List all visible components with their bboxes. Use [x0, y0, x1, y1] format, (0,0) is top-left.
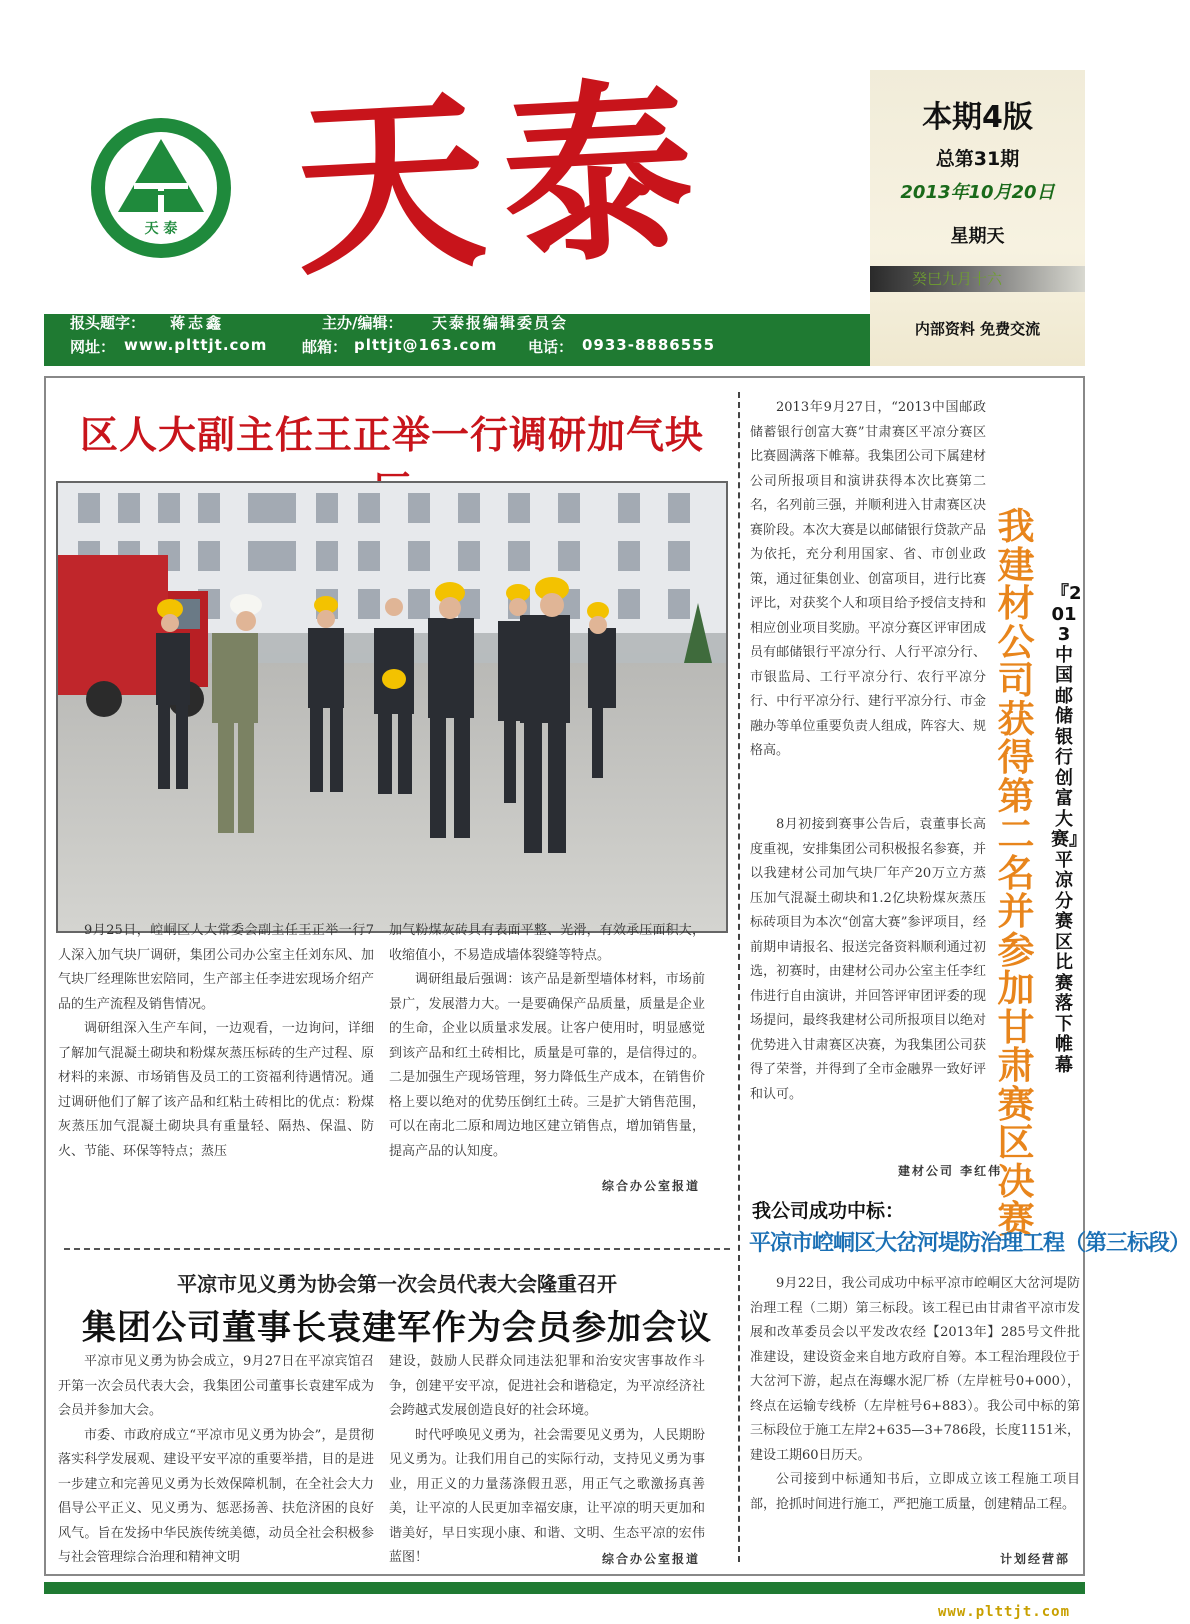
article2-byline: 综合办公室报道: [602, 1552, 701, 1566]
article1-col2-para: 调研组最后强调：该产品是新型墙体材料，市场前景广，发展潜力大。一是要确保产品质量，质量是企业的生命，企业以质量求发展。让客户使用时，明显感觉到该产品和红土砖相比，质量是可靠的，是信得过的。二是加强生产现场管理，努力降低生产成本，在销售价格上要以绝对的优势压倒红土砖。三是扩大销售范围，可以在南北二原和周边地区建立销售点，增加销售量，提高产品的认知度。: [389, 972, 705, 1159]
website-link[interactable]: www.plttjt.com: [124, 336, 268, 354]
masthead-info-bar: [44, 314, 870, 366]
article3-headline: 我建材公司获得第二名并参加甘肃赛区决赛: [997, 505, 1035, 1241]
website-label: 网址：: [70, 338, 116, 356]
host-value: 天泰报编辑委员会: [432, 314, 569, 332]
logo-text: 天 泰: [144, 221, 178, 237]
lunar-date: 癸巳九月十六: [912, 270, 1003, 288]
email-link[interactable]: plttjt@163.com: [354, 336, 498, 354]
article1-byline: 综合办公室报道: [602, 1179, 701, 1193]
article4-kicker: 我公司成功中标：: [752, 1200, 905, 1222]
article4-para: 9月22日，我公司成功中标平凉市崆峒区大岔河堤防治理工程（二期）第三标段。该工程已由甘肃省平凉市发展和改革委员会以平发改农经【2013年】285号文件批准建设，建设资金来自地方政府自筹。本工程治理段位于大岔河下游，起点在海螺水泥厂桥（左岸桩号0+000），终点在运输专线桥（左岸桩号6+883）。我公司中标的第三标段位于施工左岸2+635—3+786段，长度1151米，建设工期60日历天。: [750, 1276, 1080, 1463]
article3-para: 8月初接到赛事公告后，袁董事长高度重视，安排集团公司积极报名参赛，并以我建材公司加气块厂年产20万立方蒸压加气混凝土砌块和1.2亿块粉煤灰蒸压标砖项目为本次“创富大赛”参评项目，经前期申请报名、报送完备资料顺利通过初选，初赛时，由建材公司办公室主任李红伟进行自由演讲，并回答评审团评委的现场提问，最终我建材公司所报项目以绝对优势进入甘肃赛区决赛，为我集团公司获得了荣誉，并得到了全市金融界一致好评和认可。: [750, 817, 986, 1102]
newspaper-logo: [88, 115, 234, 261]
article3-byline: 建材公司 李红伟: [898, 1164, 1003, 1178]
article3-para: 2013年9月27日，“2013中国邮政储蓄银行创富大赛”甘肃赛区平凉分赛区比赛圆满落下帷幕。我集团公司下属建材公司所报项目和演讲获得本次比赛第二名，名列前三强，并顺利进入甘肃赛区决赛阶段。本次大赛是以邮储银行贷款产品为依托，充分利用国家、省、市创业政策，通过征集创业、创富项目，进行比赛评比，对获奖个人和项目给予授信支持和相应创业项目奖励。平凉分赛区评审团成员有邮储银行平凉分行、人行平凉分行、市银监局、工行平凉分行、农行平凉分行、中行平凉分行、建行平凉分行、市金融办等单位重要负责人组成，阵容大、规格高。: [750, 400, 986, 758]
article1-column1: [58, 919, 374, 1164]
phone-number: 0933-8886555: [582, 336, 716, 354]
article1-headline: 区人大副主任王正举一行调研加气块: [79, 413, 704, 457]
article2-headline: 集团公司董事长袁建军作为会员参加会议: [82, 1308, 712, 1348]
article2-col2-para: 时代呼唤见义勇为，社会需要见义勇为，人民期盼见义勇为。让我们用自己的实际行动，支持见义勇为事业，用正义的力量荡涤假丑恶，用正气之歌激扬真善美，让平凉的人民更加幸福安康，让平凉的明天更加和谐美好，早日实现小康、和谐、文明、生态平凉的宏伟蓝图！: [389, 1427, 705, 1565]
calligraphy-label: 报头题字：: [70, 314, 146, 332]
article2-col1-para: 市委、市政府成立“平凉市见义勇为协会”，是贯彻落实科学发展观、建设平安平凉的重要举措，目的是进一步建立和完善见义勇为长效保障机制，在全社会大力倡导公平正义、见义勇为、惩恶扬善、扶危济困的良好风气。旨在发扬中华民族传统美德，动员全社会积极参与社会管理综合治理和精神文明: [58, 1427, 374, 1565]
article2-col2-para: 建设，鼓励人民群众同违法犯罪和治安灾害事故作斗争，创建平安平凉，促进社会和谐稳定，为平凉经济社会跨越式发展创造良好的社会环境。: [389, 1354, 705, 1418]
article4-headline: 平凉市崆峒区大岔河堤防治理工程（第三标段）: [749, 1230, 1190, 1256]
phone-label: 电话：: [528, 338, 574, 356]
issue-weekday: 星期天: [950, 226, 1005, 247]
internal-notice: 内部资料 免费交流: [914, 320, 1041, 338]
section-divider: [64, 1248, 730, 1250]
host-label: 主办/编辑：: [322, 314, 403, 332]
article1-col2-para: 加气粉煤灰砖具有表面平整、光滑，有效承压面积大，收缩值小，不易造成墙体裂缝等特点。: [389, 923, 705, 963]
issue-info-box: [870, 70, 1085, 366]
article1-col1-para: 9月25日，崆峒区人大常委会副主任王正举一行7人深入加气块厂调研，集团公司办公室主任刘东风、加气块厂经理陈世宏陪同，生产部主任李进宏现场介绍产品的生产流程及销售情况。: [58, 923, 374, 1012]
email-label: 邮箱：: [302, 338, 348, 356]
article4-byline: 计划经营部: [1000, 1552, 1071, 1566]
article2-column2: [389, 1350, 705, 1571]
newspaper-title: 天泰: [289, 56, 717, 302]
article2-col1-para: 平凉市见义勇为协会成立，9月27日在平凉宾馆召开第一次会员代表大会，我集团公司董事长袁建军成为会员并参加大会。: [58, 1354, 374, 1418]
article2-column1: [58, 1350, 374, 1571]
article3-body-top: [750, 396, 986, 764]
article4-para: 公司接到中标通知书后，立即成立该工程施工项目部，抢抓时间进行施工，严把施工质量，创建精品工程。: [750, 1472, 1080, 1512]
article1-photo: [56, 481, 728, 933]
article4-body: [750, 1272, 1080, 1517]
footer-bar: [44, 1582, 1085, 1594]
calligraphy-value: 蒋志鑫: [170, 314, 225, 332]
issue-total-number: 总第31期: [935, 148, 1020, 170]
issue-pages: 本期4版: [922, 100, 1033, 135]
article2-subheadline: 平凉市见义勇为协会第一次会员代表大会隆重召开: [177, 1272, 617, 1296]
article1-col1-para: 调研组深入生产车间，一边观看，一边询问，详细了解加气混凝土砌块和粉煤灰蒸压标砖的生产过程、原材料的来源、市场销售及员工的工资福利待遇情况。通过调研他们了解了该产品和红粘土砖相比的优点：粉煤灰蒸压加气混凝土砌块具有重量轻、隔热、保温、防火、节能、环保等特点；蒸压: [58, 1021, 374, 1159]
footer-website-link[interactable]: www.plttjt.com: [938, 1604, 1071, 1620]
issue-date: 2013年10月20日: [900, 182, 1055, 203]
article1-column2: [389, 919, 705, 1164]
article3-body-bottom: [750, 813, 986, 1107]
article3-subheadline: 『2013中国邮储银行创富大赛』平凉分赛区比赛落下帷幕: [1051, 583, 1087, 1076]
column-divider: [738, 392, 740, 1562]
